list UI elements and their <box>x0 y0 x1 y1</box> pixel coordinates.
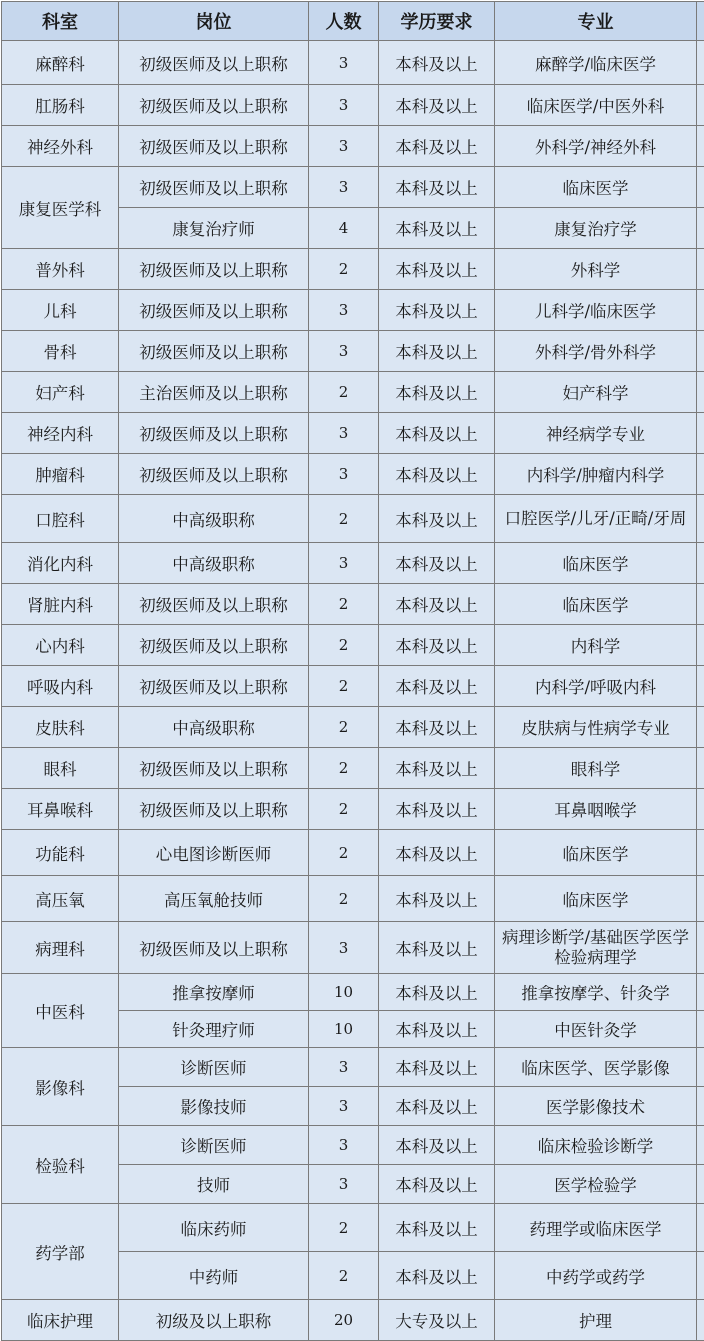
cell-headcount: 20 <box>309 1300 379 1341</box>
cell-headcount: 2 <box>309 495 379 543</box>
table-row <box>2 167 704 208</box>
cell-department: 中医科 <box>2 974 119 1048</box>
cell-education: 本科及以上 <box>379 495 495 543</box>
cell-extra <box>697 789 704 830</box>
cell-extra <box>697 748 704 789</box>
cell-extra <box>697 707 704 748</box>
cell-headcount: 3 <box>309 331 379 372</box>
table-row <box>2 249 704 290</box>
cell-education: 本科及以上 <box>379 922 495 974</box>
cell-department: 神经内科 <box>2 413 119 454</box>
table-row <box>2 1300 704 1341</box>
cell-major: 中药学或药学 <box>495 1252 697 1300</box>
cell-department: 神经外科 <box>2 126 119 167</box>
cell-major: 眼科学 <box>495 748 697 789</box>
cell-major: 临床医学、医学影像 <box>495 1048 697 1087</box>
cell-department: 麻醉科 <box>2 41 119 85</box>
cell-position: 中高级职称 <box>119 707 309 748</box>
table-row <box>2 748 704 789</box>
cell-headcount: 3 <box>309 1087 379 1126</box>
cell-education: 本科及以上 <box>379 974 495 1011</box>
cell-major: 推拿按摩学、针灸学 <box>495 974 697 1011</box>
cell-education: 本科及以上 <box>379 1087 495 1126</box>
cell-education: 本科及以上 <box>379 41 495 85</box>
cell-position: 临床药师 <box>119 1204 309 1252</box>
cell-major: 内科学 <box>495 625 697 666</box>
cell-extra <box>697 1204 704 1252</box>
cell-extra <box>697 454 704 495</box>
cell-headcount: 10 <box>309 974 379 1011</box>
cell-department: 妇产科 <box>2 372 119 413</box>
cell-position: 初级医师及以上职称 <box>119 167 309 208</box>
cell-extra <box>697 625 704 666</box>
cell-extra <box>697 666 704 707</box>
cell-department: 临床护理 <box>2 1300 119 1341</box>
cell-department: 肿瘤科 <box>2 454 119 495</box>
cell-education: 本科及以上 <box>379 1252 495 1300</box>
cell-major: 临床医学 <box>495 876 697 922</box>
cell-headcount: 2 <box>309 876 379 922</box>
cell-major: 外科学/神经外科 <box>495 126 697 167</box>
cell-department: 消化内科 <box>2 543 119 584</box>
cell-major: 临床医学 <box>495 543 697 584</box>
cell-position: 心电图诊断医师 <box>119 830 309 876</box>
cell-position: 初级医师及以上职称 <box>119 331 309 372</box>
cell-education: 大专及以上 <box>379 1300 495 1341</box>
cell-major: 药理学或临床医学 <box>495 1204 697 1252</box>
cell-major: 内科学/肿瘤内科学 <box>495 454 697 495</box>
table-row <box>2 372 704 413</box>
cell-extra <box>697 372 704 413</box>
cell-position: 初级医师及以上职称 <box>119 41 309 85</box>
cell-headcount: 2 <box>309 666 379 707</box>
cell-headcount: 3 <box>309 543 379 584</box>
cell-major: 康复治疗学 <box>495 208 697 249</box>
cell-education: 本科及以上 <box>379 454 495 495</box>
cell-position: 影像技师 <box>119 1087 309 1126</box>
table-row <box>2 126 704 167</box>
table-row <box>2 413 704 454</box>
cell-extra <box>697 584 704 625</box>
cell-headcount: 2 <box>309 1204 379 1252</box>
cell-headcount: 2 <box>309 625 379 666</box>
cell-headcount: 2 <box>309 707 379 748</box>
cell-department: 肾脏内科 <box>2 584 119 625</box>
cell-major: 临床检验诊断学 <box>495 1126 697 1165</box>
cell-position: 初级医师及以上职称 <box>119 922 309 974</box>
cell-education: 本科及以上 <box>379 1126 495 1165</box>
cell-position: 初级医师及以上职称 <box>119 625 309 666</box>
col-header-major: 专业 <box>495 2 697 41</box>
table-row <box>2 290 704 331</box>
cell-position: 主治医师及以上职称 <box>119 372 309 413</box>
cell-extra <box>697 974 704 1011</box>
col-header-education: 学历要求 <box>379 2 495 41</box>
cell-headcount: 2 <box>309 1252 379 1300</box>
cell-department: 检验科 <box>2 1126 119 1204</box>
cell-position: 初级医师及以上职称 <box>119 454 309 495</box>
cell-department: 普外科 <box>2 249 119 290</box>
cell-position: 初级医师及以上职称 <box>119 249 309 290</box>
cell-position: 初级医师及以上职称 <box>119 126 309 167</box>
cell-position: 初级医师及以上职称 <box>119 748 309 789</box>
cell-headcount: 3 <box>309 290 379 331</box>
table-row <box>2 584 704 625</box>
cell-position: 康复治疗师 <box>119 208 309 249</box>
cell-extra <box>697 1126 704 1165</box>
cell-education: 本科及以上 <box>379 584 495 625</box>
cell-headcount: 3 <box>309 126 379 167</box>
cell-education: 本科及以上 <box>379 126 495 167</box>
cell-department: 康复医学科 <box>2 167 119 249</box>
cell-major: 护理 <box>495 1300 697 1341</box>
recruitment-table <box>1 1 704 1341</box>
cell-major: 临床医学 <box>495 584 697 625</box>
cell-extra <box>697 543 704 584</box>
cell-major: 麻醉学/临床医学 <box>495 41 697 85</box>
cell-position: 中高级职称 <box>119 543 309 584</box>
cell-major: 耳鼻咽喉学 <box>495 789 697 830</box>
cell-education: 本科及以上 <box>379 249 495 290</box>
cell-major: 病理诊断学/基础医学医学检验病理学 <box>495 922 697 974</box>
cell-department: 病理科 <box>2 922 119 974</box>
cell-position: 初级及以上职称 <box>119 1300 309 1341</box>
cell-education: 本科及以上 <box>379 707 495 748</box>
cell-position: 技师 <box>119 1165 309 1204</box>
cell-headcount: 2 <box>309 249 379 290</box>
cell-position: 初级医师及以上职称 <box>119 413 309 454</box>
cell-department: 骨科 <box>2 331 119 372</box>
table-row <box>2 1048 704 1087</box>
table-row <box>2 454 704 495</box>
header-row <box>2 2 704 41</box>
cell-extra <box>697 1165 704 1204</box>
cell-department: 高压氧 <box>2 876 119 922</box>
cell-major: 医学检验学 <box>495 1165 697 1204</box>
cell-headcount: 3 <box>309 85 379 126</box>
cell-education: 本科及以上 <box>379 625 495 666</box>
cell-education: 本科及以上 <box>379 1011 495 1048</box>
cell-position: 初级医师及以上职称 <box>119 789 309 830</box>
cell-department: 口腔科 <box>2 495 119 543</box>
cell-major: 儿科学/临床医学 <box>495 290 697 331</box>
cell-major: 口腔医学/儿牙/正畸/牙周 <box>495 495 697 543</box>
table-row <box>2 625 704 666</box>
cell-position: 初级医师及以上职称 <box>119 666 309 707</box>
cell-major: 外科学 <box>495 249 697 290</box>
table-row <box>2 666 704 707</box>
cell-extra <box>697 1011 704 1048</box>
cell-major: 外科学/骨外科学 <box>495 331 697 372</box>
cell-position: 初级医师及以上职称 <box>119 584 309 625</box>
cell-extra <box>697 1087 704 1126</box>
cell-extra <box>697 1252 704 1300</box>
cell-education: 本科及以上 <box>379 789 495 830</box>
cell-education: 本科及以上 <box>379 1048 495 1087</box>
cell-position: 推拿按摩师 <box>119 974 309 1011</box>
col-header-department: 科室 <box>2 2 119 41</box>
cell-position: 诊断医师 <box>119 1048 309 1087</box>
cell-headcount: 2 <box>309 830 379 876</box>
cell-extra <box>697 167 704 208</box>
cell-education: 本科及以上 <box>379 331 495 372</box>
cell-extra <box>697 922 704 974</box>
table-row <box>2 41 704 85</box>
table-row <box>2 922 704 974</box>
cell-education: 本科及以上 <box>379 543 495 584</box>
table-row <box>2 331 704 372</box>
col-header-headcount: 人数 <box>309 2 379 41</box>
cell-headcount: 3 <box>309 413 379 454</box>
cell-headcount: 2 <box>309 748 379 789</box>
table-row <box>2 707 704 748</box>
cell-headcount: 3 <box>309 454 379 495</box>
cell-extra <box>697 331 704 372</box>
cell-department: 儿科 <box>2 290 119 331</box>
cell-major: 医学影像技术 <box>495 1087 697 1126</box>
cell-major: 神经病学专业 <box>495 413 697 454</box>
cell-education: 本科及以上 <box>379 208 495 249</box>
cell-department: 皮肤科 <box>2 707 119 748</box>
cell-major: 临床医学 <box>495 830 697 876</box>
cell-extra <box>697 413 704 454</box>
cell-headcount: 3 <box>309 1126 379 1165</box>
cell-extra <box>697 290 704 331</box>
cell-headcount: 10 <box>309 1011 379 1048</box>
cell-major: 内科学/呼吸内科 <box>495 666 697 707</box>
cell-education: 本科及以上 <box>379 85 495 126</box>
cell-department: 影像科 <box>2 1048 119 1126</box>
cell-education: 本科及以上 <box>379 167 495 208</box>
table-row <box>2 1126 704 1165</box>
cell-department: 功能科 <box>2 830 119 876</box>
table-row <box>2 85 704 126</box>
cell-headcount: 4 <box>309 208 379 249</box>
cell-major: 中医针灸学 <box>495 1011 697 1048</box>
cell-headcount: 3 <box>309 1048 379 1087</box>
cell-headcount: 3 <box>309 41 379 85</box>
col-header-position: 岗位 <box>119 2 309 41</box>
cell-headcount: 3 <box>309 922 379 974</box>
cell-headcount: 2 <box>309 372 379 413</box>
cell-department: 耳鼻喉科 <box>2 789 119 830</box>
cell-position: 中高级职称 <box>119 495 309 543</box>
cell-department: 呼吸内科 <box>2 666 119 707</box>
cell-extra <box>697 126 704 167</box>
cell-education: 本科及以上 <box>379 666 495 707</box>
cell-major: 临床医学/中医外科 <box>495 85 697 126</box>
cell-position: 初级医师及以上职称 <box>119 85 309 126</box>
cell-education: 本科及以上 <box>379 748 495 789</box>
cell-headcount: 3 <box>309 1165 379 1204</box>
cell-extra <box>697 41 704 85</box>
table-row <box>2 789 704 830</box>
cell-headcount: 3 <box>309 167 379 208</box>
cell-education: 本科及以上 <box>379 830 495 876</box>
cell-position: 初级医师及以上职称 <box>119 290 309 331</box>
cell-extra <box>697 830 704 876</box>
cell-major: 临床医学 <box>495 167 697 208</box>
table-row <box>2 974 704 1011</box>
cell-extra <box>697 495 704 543</box>
cell-education: 本科及以上 <box>379 876 495 922</box>
table-row <box>2 1204 704 1252</box>
cell-department: 药学部 <box>2 1204 119 1300</box>
cell-education: 本科及以上 <box>379 290 495 331</box>
col-header-extra <box>697 2 704 41</box>
table-row <box>2 876 704 922</box>
cell-extra <box>697 1048 704 1087</box>
table-row <box>2 495 704 543</box>
cell-major: 妇产科学 <box>495 372 697 413</box>
cell-extra <box>697 876 704 922</box>
cell-extra <box>697 249 704 290</box>
cell-education: 本科及以上 <box>379 1165 495 1204</box>
cell-position: 中药师 <box>119 1252 309 1300</box>
table-row <box>2 543 704 584</box>
cell-extra <box>697 208 704 249</box>
cell-extra <box>697 85 704 126</box>
cell-education: 本科及以上 <box>379 1204 495 1252</box>
cell-department: 眼科 <box>2 748 119 789</box>
cell-position: 针灸理疗师 <box>119 1011 309 1048</box>
table-row <box>2 830 704 876</box>
cell-headcount: 2 <box>309 789 379 830</box>
cell-position: 高压氧舱技师 <box>119 876 309 922</box>
cell-extra <box>697 1300 704 1341</box>
cell-position: 诊断医师 <box>119 1126 309 1165</box>
cell-department: 肛肠科 <box>2 85 119 126</box>
cell-headcount: 2 <box>309 584 379 625</box>
cell-education: 本科及以上 <box>379 413 495 454</box>
cell-major: 皮肤病与性病学专业 <box>495 707 697 748</box>
cell-education: 本科及以上 <box>379 372 495 413</box>
cell-department: 心内科 <box>2 625 119 666</box>
